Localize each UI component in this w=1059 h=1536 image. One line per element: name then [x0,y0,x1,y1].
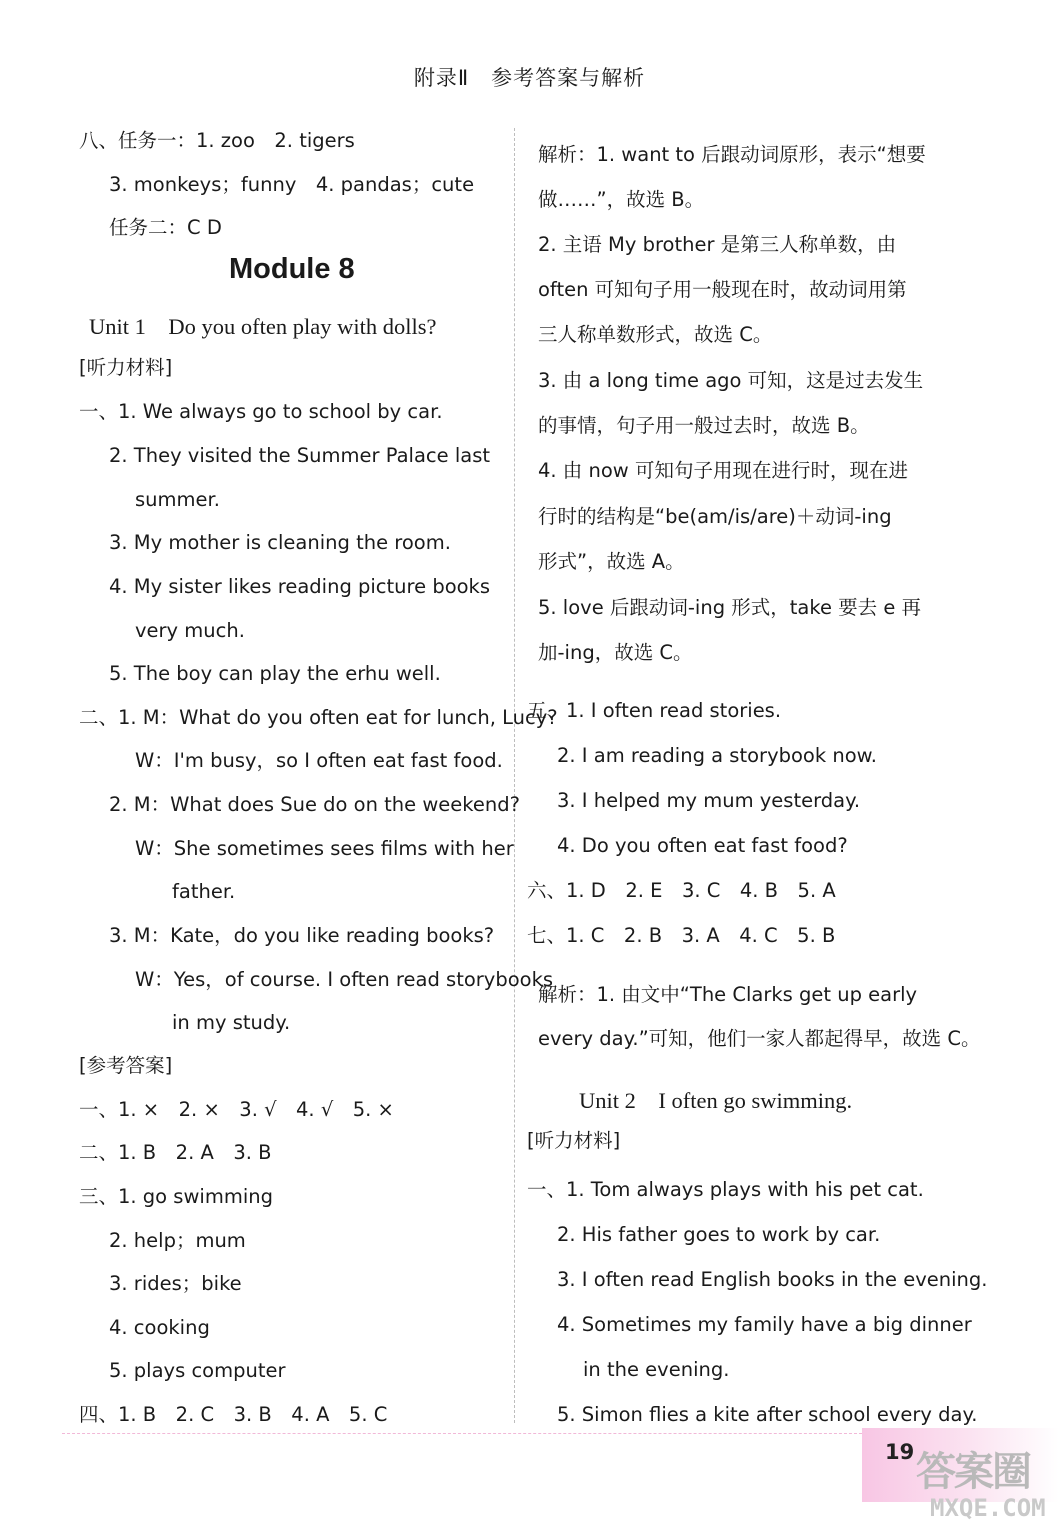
left-line: 一、1. We always go to school by car. [79,400,443,423]
left-line: 3. monkeys；funny 4. pandas；cute [109,173,475,196]
left-line: very much. [135,619,245,642]
left-line: 二、1. B 2. A 3. B [79,1141,272,1164]
unit-1-title: Unit 1 Do you often play with dolls? [89,314,437,339]
column-divider [514,128,515,1423]
watermark-url: MXQE.COM [930,1494,1046,1522]
left-line: 5. The boy can play the erhu well. [109,662,441,685]
left-line: W：I'm busy，so I often eat fast food. [135,749,503,772]
right-line: 的事情，句子用一般过去时，故选 B。 [538,414,870,437]
left-line: 2. help；mum [109,1229,246,1252]
left-line: 2. They visited the Summer Palace last [109,444,490,467]
right-line: 解析：1. 由文中“The Clarks get up early [538,983,918,1006]
right-line: 2. His father goes to work by car. [557,1223,881,1246]
left-line: [参考答案] [79,1054,173,1077]
right-line: in the evening. [583,1358,730,1381]
left-line: 3. My mother is cleaning the room. [109,531,451,554]
left-line: 三、1. go swimming [79,1185,273,1208]
watermark-logo: 答案圈 [916,1449,1030,1495]
left-line: 4. My sister likes reading picture books [109,575,491,598]
page-header: 附录Ⅱ 参考答案与解析 [413,66,646,90]
left-line: 2. M：What does Sue do on the weekend? [109,793,520,816]
left-line: in my study. [172,1011,291,1034]
left-line: W：She sometimes sees films with her [135,837,514,860]
left-line: summer. [135,488,220,511]
footer-divider [62,1433,862,1434]
right-line: 4. Do you often eat fast food? [557,834,848,857]
unit-2-title: Unit 2 I often go swimming. [579,1088,853,1113]
module-title: Module 8 [229,253,355,285]
page-number: 19 [885,1440,915,1464]
left-line: [听力材料] [79,356,173,379]
left-line: 二、1. M：What do you often eat for lunch, Lucy? [79,706,558,729]
left-line: 3. M：Kate，do you like reading books? [109,924,495,947]
left-line: 4. cooking [109,1316,210,1339]
left-line: 任务二：C D [109,216,222,239]
right-line: [听力材料] [527,1129,621,1152]
right-line: every day.”可知，他们一家人都起得早，故选 C。 [538,1027,981,1050]
right-line: 行时的结构是“be(am/is/are)＋动词-ing [538,505,892,528]
right-line: 做……”，故选 B。 [538,188,705,211]
right-line: 五、1. I often read stories. [527,699,782,722]
right-line: 加-ing，故选 C。 [538,641,693,664]
left-line: 3. rides；bike [109,1272,242,1295]
left-line: 八、任务一：1. zoo 2. tigers [79,129,355,152]
left-line: 四、1. B 2. C 3. B 4. A 5. C [79,1403,388,1426]
right-line: 一、1. Tom always plays with his pet cat. [527,1178,924,1201]
left-line: father. [172,880,236,903]
right-line: 3. 由 a long time ago 可知，这是过去发生 [538,369,924,392]
right-line: 六、1. D 2. E 3. C 4. B 5. A [527,879,836,902]
right-line: 5. Simon flies a kite after school every day. [557,1403,978,1426]
right-line: often 可知句子用一般现在时，故动词用第 [538,278,907,301]
left-line: W：Yes，of course. I often read storybooks [135,968,554,991]
right-line: 2. I am reading a storybook now. [557,744,877,767]
right-line: 七、1. C 2. B 3. A 4. C 5. B [527,924,836,947]
right-line: 4. Sometimes my family have a big dinner [557,1313,972,1336]
right-line: 解析：1. want to 后跟动词原形，表示“想要 [538,143,926,166]
right-line: 4. 由 now 可知句子用现在进行时，现在进 [538,459,908,482]
right-line: 三人称单数形式，故选 C。 [538,323,773,346]
left-line: 5. plays computer [109,1359,286,1382]
right-line: 形式”，故选 A。 [538,550,685,573]
right-line: 3. I helped my mum yesterday. [557,789,861,812]
left-line: 一、1. × 2. × 3. √ 4. √ 5. × [79,1098,394,1121]
right-line: 2. 主语 My brother 是第三人称单数，由 [538,233,897,256]
right-line: 5. love 后跟动词-ing 形式，take 要去 e 再 [538,596,922,619]
right-line: 3. I often read English books in the evening. [557,1268,988,1291]
